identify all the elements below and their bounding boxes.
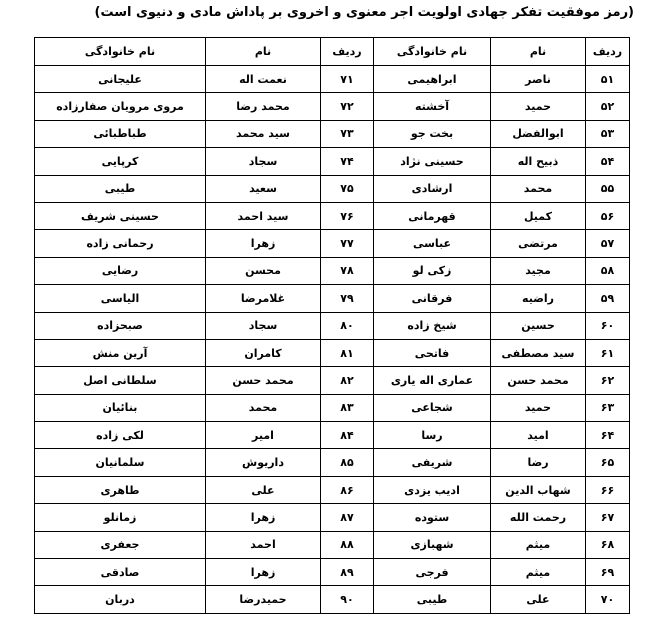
last-name-cell: آرین منش <box>35 339 206 366</box>
last-name-cell: طباطبائی <box>35 120 206 147</box>
row-number-cell: ۶۰ <box>586 312 630 339</box>
row-number-cell: ۷۸ <box>321 257 374 284</box>
row-number-cell: ۵۵ <box>586 175 630 202</box>
table-row <box>35 367 630 394</box>
last-name-cell: علیجانی <box>35 66 206 93</box>
first-name-cell: احمد <box>206 531 321 558</box>
first-name-cell: محمد رضا <box>206 93 321 120</box>
row-number-cell: ۸۹ <box>321 559 374 586</box>
table-row <box>35 148 630 175</box>
last-name-cell: آخشته <box>374 93 491 120</box>
row-number-cell: ۵۲ <box>586 93 630 120</box>
last-name-cell: زکی لو <box>374 257 491 284</box>
first-name-cell: میثم <box>491 559 586 586</box>
last-name-cell: شیخ زاده <box>374 312 491 339</box>
last-name-cell: رسا <box>374 422 491 449</box>
row-number-cell: ۸۳ <box>321 394 374 421</box>
last-name-cell: حسینی شریف <box>35 202 206 229</box>
row-number-cell: ۷۷ <box>321 230 374 257</box>
first-name-cell: امید <box>491 422 586 449</box>
first-name-cell: کمیل <box>491 202 586 229</box>
first-name-cell: میثم <box>491 531 586 558</box>
row-number-cell: ۷۳ <box>321 120 374 147</box>
first-name-cell: حسین <box>491 312 586 339</box>
header-row <box>35 38 630 66</box>
table-row <box>35 93 630 120</box>
table-row <box>35 422 630 449</box>
first-name-cell: محمد <box>491 175 586 202</box>
last-name-cell: فاتحی <box>374 339 491 366</box>
row-number-cell: ۵۳ <box>586 120 630 147</box>
first-name-cell: حمید <box>491 394 586 421</box>
first-name-cell: ناصر <box>491 66 586 93</box>
first-name-cell: سجاد <box>206 148 321 175</box>
row-number-cell: ۸۷ <box>321 504 374 531</box>
last-name-cell: ابراهیمی <box>374 66 491 93</box>
first-name-cell: ابوالفضل <box>491 120 586 147</box>
last-name-cell: ستوده <box>374 504 491 531</box>
table-row <box>35 66 630 93</box>
table-row <box>35 559 630 586</box>
row-number-cell: ۶۹ <box>586 559 630 586</box>
row-number-cell: ۸۴ <box>321 422 374 449</box>
first-name-cell: رضا <box>491 449 586 476</box>
last-name-cell: جعفری <box>35 531 206 558</box>
table-row <box>35 504 630 531</box>
first-name-cell: امیر <box>206 422 321 449</box>
last-name-cell: حسینی نژاد <box>374 148 491 175</box>
table-row <box>35 531 630 558</box>
last-name-cell: رحمانی زاده <box>35 230 206 257</box>
first-name-cell: محمد <box>206 394 321 421</box>
first-name-cell: غلامرضا <box>206 285 321 312</box>
last-name-cell: عباسی <box>374 230 491 257</box>
table-row <box>35 449 630 476</box>
first-name-cell: سجاد <box>206 312 321 339</box>
header-first-name-1: نام <box>491 38 586 66</box>
table-row <box>35 476 630 503</box>
last-name-cell: دربان <box>35 586 206 613</box>
last-name-cell: فرجی <box>374 559 491 586</box>
last-name-cell: قهرمانی <box>374 202 491 229</box>
last-name-cell: بخت جو <box>374 120 491 147</box>
header-row-number-2: ردیف <box>321 38 374 66</box>
last-name-cell: سلمانیان <box>35 449 206 476</box>
first-name-cell: حمیدرضا <box>206 586 321 613</box>
last-name-cell: الیاسی <box>35 285 206 312</box>
first-name-cell: ذبیح اله <box>491 148 586 175</box>
row-number-cell: ۷۹ <box>321 285 374 312</box>
row-number-cell: ۷۱ <box>321 66 374 93</box>
table-row <box>35 257 630 284</box>
row-number-cell: ۶۳ <box>586 394 630 421</box>
first-name-cell: سید مصطفی <box>491 339 586 366</box>
last-name-cell: فرقانی <box>374 285 491 312</box>
row-number-cell: ۵۶ <box>586 202 630 229</box>
first-name-cell: محمد حسن <box>491 367 586 394</box>
last-name-cell: عماری اله یاری <box>374 367 491 394</box>
table-row <box>35 202 630 229</box>
last-name-cell: شریفی <box>374 449 491 476</box>
row-number-cell: ۸۵ <box>321 449 374 476</box>
document-caption: (رمز موفقیت تفکر جهادی اولویت اجر معنوی و اخروی بر پاداش مادی و دنیوی است) <box>94 5 634 20</box>
row-number-cell: ۶۵ <box>586 449 630 476</box>
table-row <box>35 339 630 366</box>
table-row <box>35 586 630 613</box>
row-number-cell: ۷۲ <box>321 93 374 120</box>
row-number-cell: ۸۲ <box>321 367 374 394</box>
row-number-cell: ۸۰ <box>321 312 374 339</box>
last-name-cell: لکی زاده <box>35 422 206 449</box>
last-name-cell: مروی مرویان صفارزاده <box>35 93 206 120</box>
table-row <box>35 285 630 312</box>
row-number-cell: ۷۴ <box>321 148 374 175</box>
row-number-cell: ۵۹ <box>586 285 630 312</box>
first-name-cell: زهرا <box>206 230 321 257</box>
roster-body <box>35 66 630 614</box>
header-row-number-1: ردیف <box>586 38 630 66</box>
last-name-cell: بنائیان <box>35 394 206 421</box>
last-name-cell: صبحزاده <box>35 312 206 339</box>
row-number-cell: ۵۸ <box>586 257 630 284</box>
table-row <box>35 175 630 202</box>
last-name-cell: زمانلو <box>35 504 206 531</box>
last-name-cell: صادقی <box>35 559 206 586</box>
last-name-cell: ارشادی <box>374 175 491 202</box>
first-name-cell: مجید <box>491 257 586 284</box>
header-last-name-2: نام خانوادگی <box>35 38 206 66</box>
row-number-cell: ۵۴ <box>586 148 630 175</box>
table-row <box>35 120 630 147</box>
first-name-cell: زهرا <box>206 504 321 531</box>
last-name-cell: شهبازی <box>374 531 491 558</box>
last-name-cell: طیبی <box>35 175 206 202</box>
row-number-cell: ۹۰ <box>321 586 374 613</box>
first-name-cell: حمید <box>491 93 586 120</box>
last-name-cell: رضایی <box>35 257 206 284</box>
row-number-cell: ۷۶ <box>321 202 374 229</box>
first-name-cell: مرتضی <box>491 230 586 257</box>
first-name-cell: راضیه <box>491 285 586 312</box>
first-name-cell: سعید <box>206 175 321 202</box>
first-name-cell: سید محمد <box>206 120 321 147</box>
table-row <box>35 312 630 339</box>
row-number-cell: ۸۶ <box>321 476 374 503</box>
table-row <box>35 394 630 421</box>
row-number-cell: ۶۱ <box>586 339 630 366</box>
row-number-cell: ۸۸ <box>321 531 374 558</box>
last-name-cell: کرپایی <box>35 148 206 175</box>
first-name-cell: داریوش <box>206 449 321 476</box>
first-name-cell: زهرا <box>206 559 321 586</box>
row-number-cell: ۷۰ <box>586 586 630 613</box>
header-last-name-1: نام خانوادگی <box>374 38 491 66</box>
last-name-cell: طاهری <box>35 476 206 503</box>
first-name-cell: نعمت اله <box>206 66 321 93</box>
first-name-cell: کامران <box>206 339 321 366</box>
row-number-cell: ۶۲ <box>586 367 630 394</box>
first-name-cell: سید احمد <box>206 202 321 229</box>
first-name-cell: رحمت الله <box>491 504 586 531</box>
roster-table <box>34 37 630 614</box>
first-name-cell: شهاب الدین <box>491 476 586 503</box>
row-number-cell: ۷۵ <box>321 175 374 202</box>
table-row <box>35 230 630 257</box>
first-name-cell: محمد حسن <box>206 367 321 394</box>
row-number-cell: ۶۸ <box>586 531 630 558</box>
first-name-cell: علی <box>206 476 321 503</box>
header-first-name-2: نام <box>206 38 321 66</box>
last-name-cell: ادیب یزدی <box>374 476 491 503</box>
row-number-cell: ۶۷ <box>586 504 630 531</box>
last-name-cell: طیبی <box>374 586 491 613</box>
last-name-cell: شجاعی <box>374 394 491 421</box>
first-name-cell: علی <box>491 586 586 613</box>
first-name-cell: محسن <box>206 257 321 284</box>
row-number-cell: ۶۴ <box>586 422 630 449</box>
row-number-cell: ۵۱ <box>586 66 630 93</box>
row-number-cell: ۵۷ <box>586 230 630 257</box>
row-number-cell: ۸۱ <box>321 339 374 366</box>
row-number-cell: ۶۶ <box>586 476 630 503</box>
last-name-cell: سلطانی اصل <box>35 367 206 394</box>
